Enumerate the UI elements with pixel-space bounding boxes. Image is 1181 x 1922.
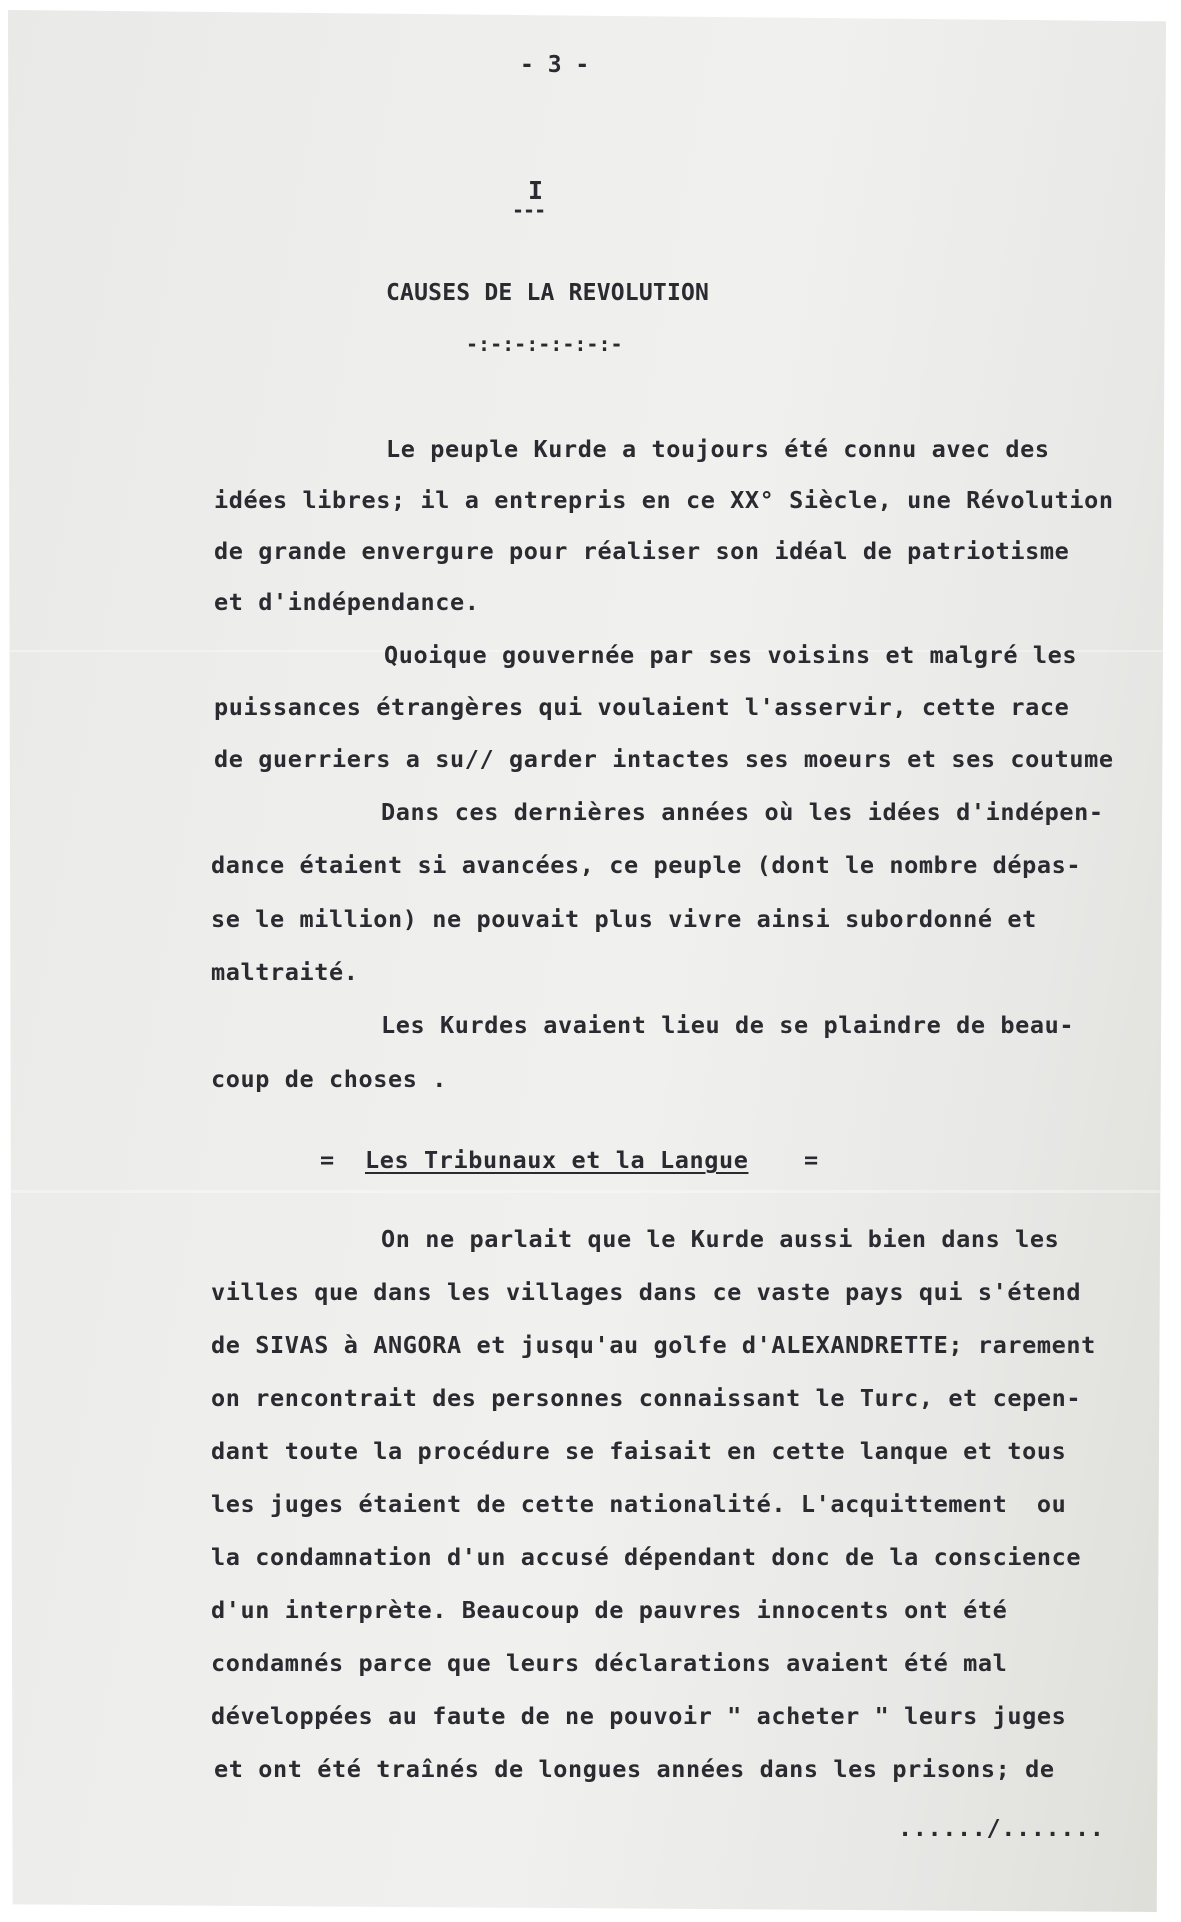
text-line: d'un interprète. Beaucoup de pauvres innocents ont été [211,1596,1008,1624]
text-line: coup de choses . [211,1065,447,1093]
title-ornament: -:-:-:-:-:-:- [466,332,623,356]
text-line: la condamnation d'un accusé dépendant donc de la conscience [211,1543,1082,1571]
text-line: dance étaient si avancées, ce peuple (dont le nombre dépas- [211,851,1082,879]
subheading-mark: = [804,1146,819,1174]
text-line: On ne parlait que le Kurde aussi bien dans les [381,1225,1060,1253]
text-line: et ont été traînés de longues années dans les prisons; de [214,1755,1055,1783]
page-number: - 3 - [520,52,590,78]
text-line: les juges étaient de cette nationalité. L'acquittement ou [211,1490,1067,1518]
text-line: de SIVAS à ANGORA et jusqu'au golfe d'ALEXANDRETTE; rarement [211,1331,1096,1359]
paper-crease [8,1190,1166,1193]
text-line: et d'indépendance. [214,588,480,616]
text-line: de grande envergure pour réaliser son idéal de patriotisme [214,537,1070,565]
subheading-mark: = [320,1146,335,1174]
text-line: villes que dans les villages dans ce vaste pays qui s'étend [211,1278,1082,1306]
chapter-title: CAUSES DE LA REVOLUTION [386,280,710,306]
text-line: Le peuple Kurde a toujours été connu avec des [386,435,1050,463]
text-line: de guerriers a su// garder intactes ses moeurs et ses coutume [214,745,1114,773]
text-line: Les Kurdes avaient lieu de se plaindre de beau- [381,1011,1075,1039]
text-line: condamnés parce que leurs déclarations avaient été mal [211,1649,1008,1677]
text-line: se le million) ne pouvait plus vivre ainsi subordonné et [211,905,1037,933]
text-line: dant toute la procédure se faisait en cette lanque et tous [211,1437,1067,1465]
text-line: maltraité. [211,958,359,986]
chapter-rule: --- [512,198,546,222]
text-line: Dans ces dernières années où les idées d'indépen- [381,798,1104,826]
continuation-mark: ....../....... [898,1814,1105,1842]
text-line: idées libres; il a entrepris en ce XX° Siècle, une Révolution [214,486,1114,514]
text-line: développées au faute de ne pouvoir " acheter " leurs juges [211,1702,1067,1730]
text-line: Quoique gouvernée par ses voisins et malgré les [384,641,1078,669]
text-line: puissances étrangères qui voulaient l'asservir, cette race [214,693,1070,721]
text-line: on rencontrait des personnes connaissant le Turc, et cepen- [211,1384,1082,1412]
chapter-number: I [528,176,544,205]
subheading: Les Tribunaux et la Langue [365,1146,749,1174]
